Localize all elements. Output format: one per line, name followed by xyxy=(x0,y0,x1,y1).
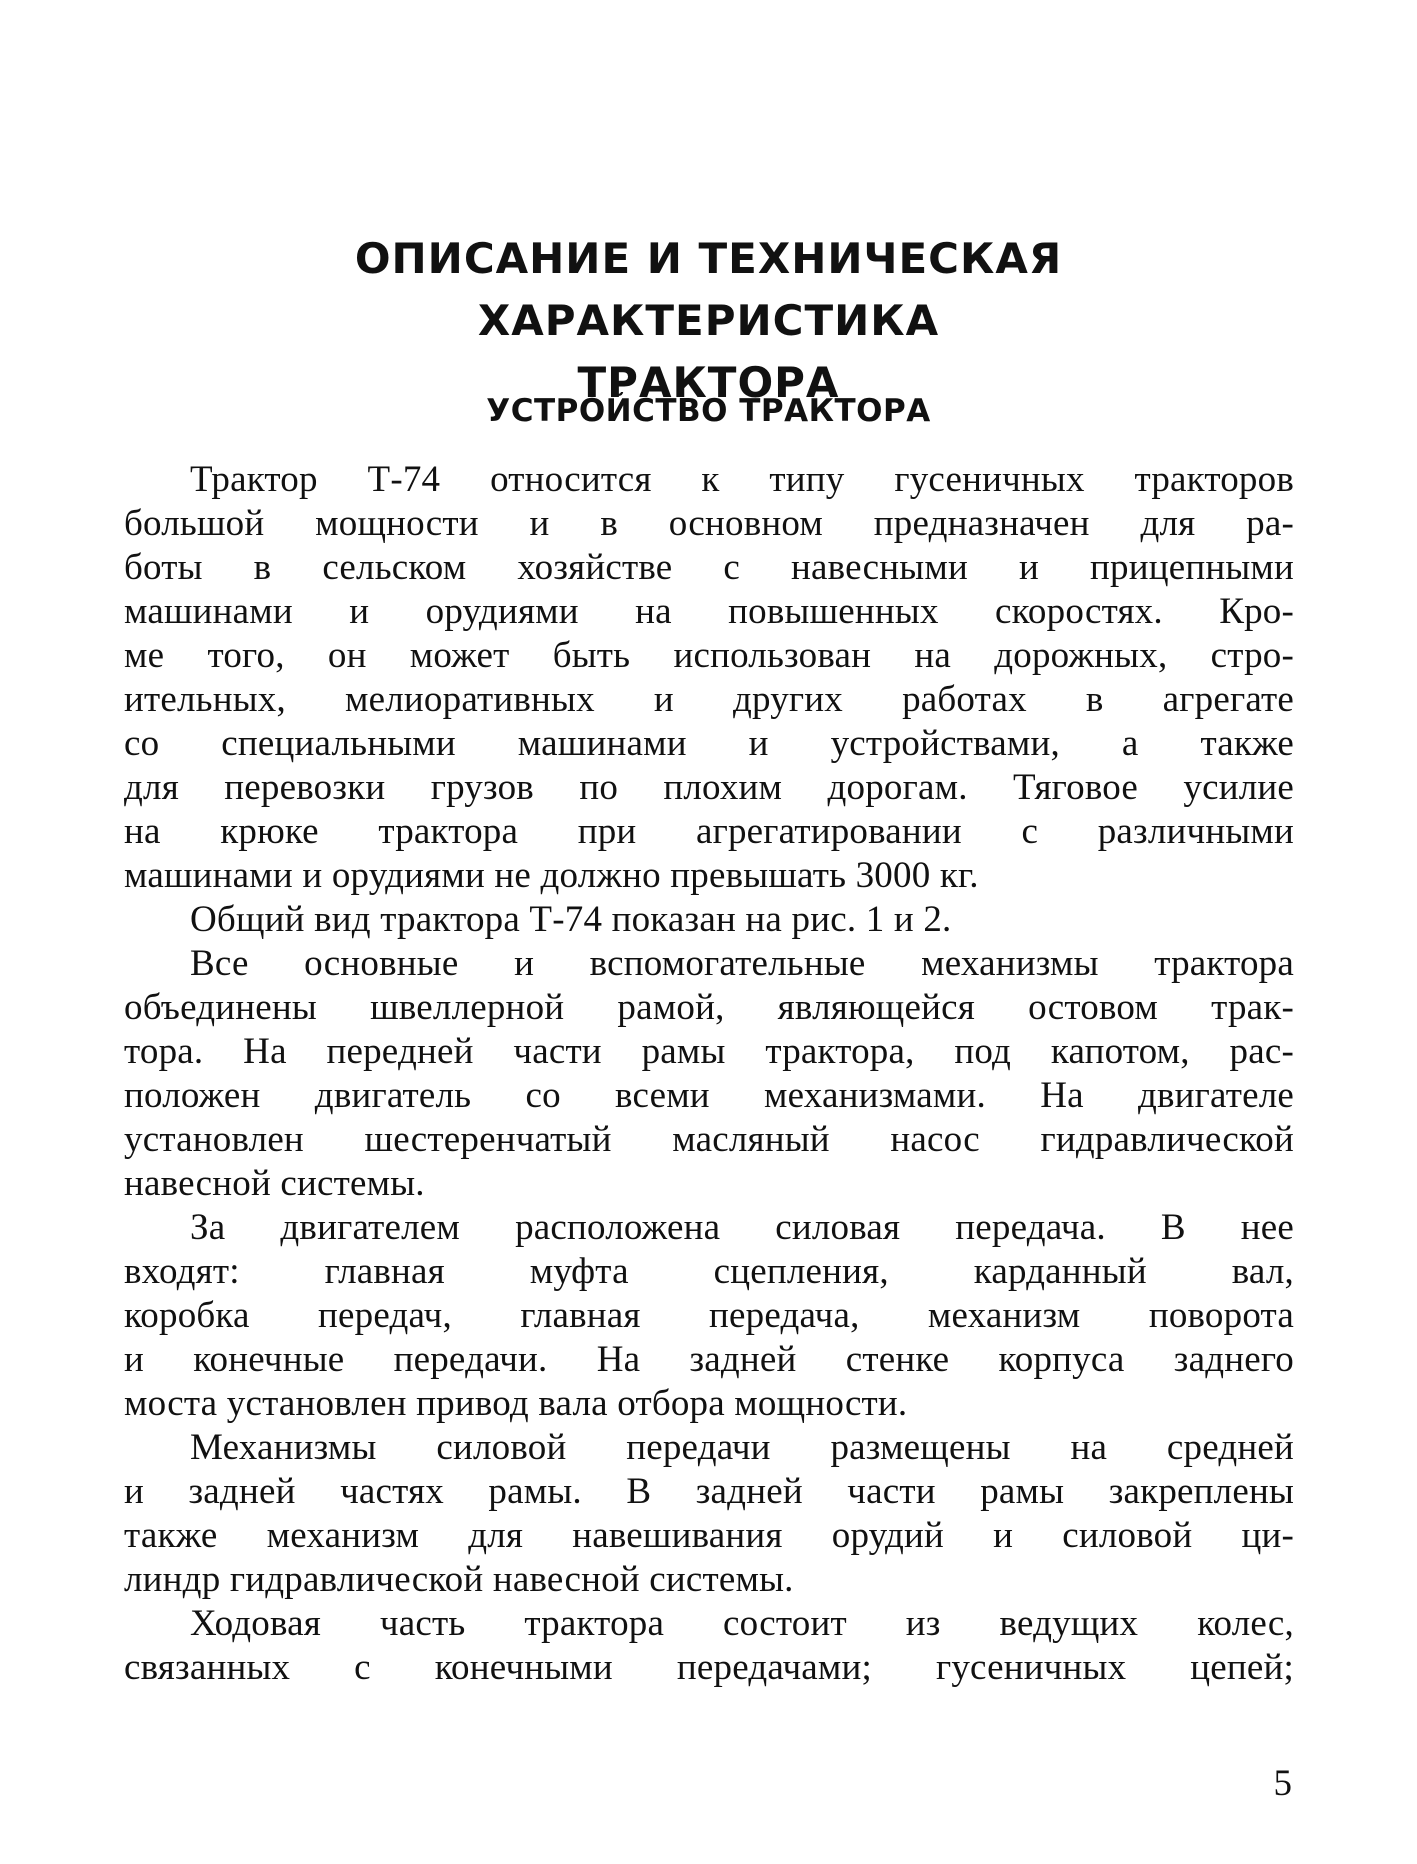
text-line: Общий вид трактора Т-74 показан на рис. 1 и 2. xyxy=(190,899,952,940)
text-line: и конечные передачи. На задней стенке корпуса заднего xyxy=(124,1339,1294,1380)
text-line: положен двигатель со всеми механизмами. На двигателе xyxy=(124,1075,1294,1116)
text-line: со специальными машинами и устройствами, а также xyxy=(124,723,1294,764)
text-line: объединены швеллерной рамой, являющейся остовом трак- xyxy=(124,987,1294,1028)
text-line: ме того, он может быть использован на дорожных, стро- xyxy=(124,635,1294,676)
text-line: машинами и орудиями не должно превышать 3000 кг. xyxy=(124,855,979,896)
text-line: навесной системы. xyxy=(124,1163,425,1204)
chapter-title-line-2: ТРАКТОРА xyxy=(577,358,840,407)
section-title: УСТРОЙСТВО ТРАКТОРА xyxy=(486,393,931,429)
text-line: Ходовая часть трактора состоит из ведущих колес, xyxy=(190,1603,1294,1644)
text-line: тора. На передней части рамы трактора, под капотом, рас- xyxy=(124,1031,1294,1072)
text-line: ительных, мелиоративных и других работах в агрегате xyxy=(124,679,1294,720)
text-line: на крюке трактора при агрегатировании с различными xyxy=(124,811,1294,852)
text-line: моста установлен привод вала отбора мощности. xyxy=(124,1383,908,1424)
text-line: входят: главная муфта сцепления, карданный вал, xyxy=(124,1251,1294,1292)
chapter-title xyxy=(120,228,1297,414)
text-line: боты в сельском хозяйстве с навесными и прицепными xyxy=(124,547,1294,588)
text-line: линдр гидравлической навесной системы. xyxy=(124,1559,794,1600)
text-line: коробка передач, главная передача, механизм поворота xyxy=(124,1295,1294,1336)
chapter-title-line-1: ОПИСАНИЕ И ТЕХНИЧЕСКАЯ ХАРАКТЕРИСТИКА xyxy=(354,234,1063,345)
text-line: Все основные и вспомогательные механизмы трактора xyxy=(190,943,1294,984)
text-line: Механизмы силовой передачи размещены на средней xyxy=(190,1427,1294,1468)
body-text xyxy=(124,458,1294,1690)
text-line: связанных с конечными передачами; гусеничных цепей; xyxy=(124,1647,1294,1688)
text-line: для перевозки грузов по плохим дорогам. Тяговое усилие xyxy=(124,767,1294,808)
text-line: За двигателем расположена силовая передача. В нее xyxy=(190,1207,1294,1248)
page-number: 5 xyxy=(1273,1763,1292,1804)
text-line: Трактор Т-74 относится к типу гусеничных тракторов xyxy=(190,459,1294,500)
text-line: и задней частях рамы. В задней части рамы закреплены xyxy=(124,1471,1294,1512)
text-line: большой мощности и в основном предназначен для ра- xyxy=(124,503,1294,544)
text-line: также механизм для навешивания орудий и силовой ци- xyxy=(124,1515,1294,1556)
text-line: установлен шестеренчатый масляный насос гидравлической xyxy=(124,1119,1294,1160)
text-line: машинами и орудиями на повышенных скоростях. Кро- xyxy=(124,591,1294,632)
